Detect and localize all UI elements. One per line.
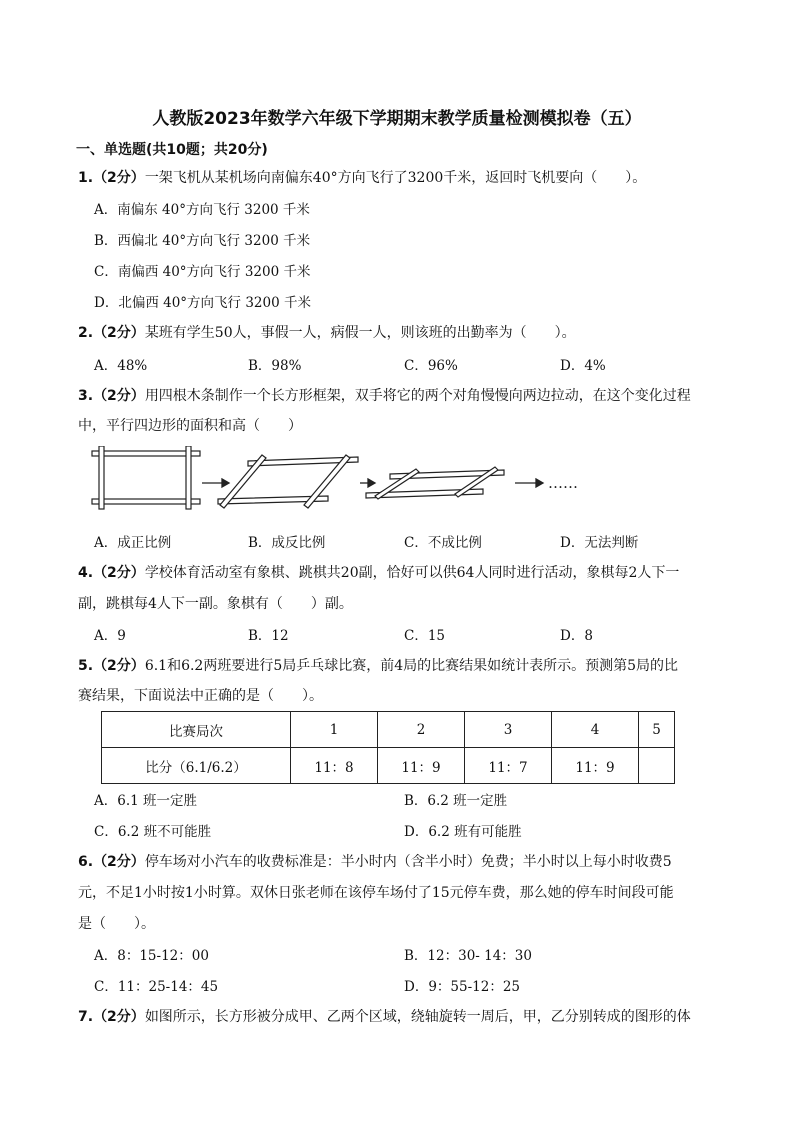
option-a: A．南偏东 40°方向飞行 3200 千米 [94,202,310,218]
frame1-right-bar [186,446,191,509]
option-b: B．6.2 班一定胜 [404,793,508,809]
option-a: A．6.1 班一定胜 [94,793,198,809]
question-number: 3. [78,388,94,404]
question-1 [78,167,646,187]
table-cell: 11：7 [465,748,552,784]
question-number: 2. [78,325,94,341]
question-text: 如图所示，长方形被分成甲、乙两个区域，绕轴旋转一周后，甲，乙分别转成的图形的体 [144,1009,691,1025]
question-text: 学校体育活动室有象棋、跳棋共20副，恰好可以供64人同时进行活动，象棋每2人下一 [144,565,680,581]
option-b: B．12：30- 14：30 [404,948,532,964]
section-heading: 一、单选题(共10题；共20分) [76,142,268,158]
question-text: 一架飞机从某机场向南偏东40°方向飞行了3200千米，返回时飞机要向（ ）。 [144,170,647,186]
arrow-3 [536,479,543,487]
option-d: D．北偏西 40°方向飞行 3200 千米 [94,295,311,311]
question-number: 5. [78,658,94,674]
option-a: A．8：15-12：00 [94,948,209,964]
frame1-top-bar [92,451,200,456]
question-score: （2分） [93,325,145,341]
question-text: 6.1和6.2两班要进行5局乒乓球比赛，前4局的比赛结果如统计表所示。预测第5局的比 [144,658,679,674]
question-number: 6. [78,854,94,870]
table-cell: 比分（6.1/6.2） [102,748,291,784]
option-a: A．成正比例 [94,535,172,551]
table-row [102,748,675,784]
question-score: （2分） [93,658,145,674]
option-a: A．48% [94,358,148,374]
question-score: （2分） [93,388,145,404]
table-cell: 2 [378,712,465,748]
question-4 [78,562,679,582]
page-title: 人教版2023年数学六年级下学期期末教学质量检测模拟卷（五） [152,109,642,129]
question-score: （2分） [93,854,145,870]
arrow-1 [222,479,229,487]
option-c: C．96% [404,358,458,374]
option-c: C．不成比例 [404,535,482,551]
table-cell [639,748,675,784]
table-cell: 比赛局次 [102,712,291,748]
option-b: B．西偏北 40°方向飞行 3200 千米 [94,233,311,249]
option-b: B．98% [248,358,302,374]
question-score: （2分） [93,1009,145,1025]
table-cell: 1 [291,712,378,748]
frame1-left-bar [99,446,104,509]
arrow-2 [368,479,375,487]
option-b: B．12 [248,628,289,644]
match-score-table [101,711,675,784]
option-d: D．6.2 班有可能胜 [404,824,522,840]
question-2 [78,322,576,342]
table-cell: 11：8 [291,748,378,784]
option-d: D．8 [560,628,593,644]
question-text-line: 是（ ）。 [78,916,155,932]
question-number: 4. [78,565,94,581]
question-text: 用四根木条制作一个长方形框架，双手将它的两个对角慢慢向两边拉动，在这个变化过程 [144,388,691,404]
frame-deformation-figure [90,446,600,514]
question-text-line: 中，平行四边形的面积和高（ ） [78,418,302,434]
question-text-line: 赛结果，下面说法中正确的是（ ）。 [78,688,323,704]
option-c: C．6.2 班不可能胜 [94,824,212,840]
question-score: （2分） [93,565,145,581]
table-cell: 4 [552,712,639,748]
table-cell: 3 [465,712,552,748]
table-header-row [102,712,675,748]
option-d: D．9：55-12：25 [404,979,521,995]
question-text-line: 副，跳棋每4人下一副。象棋有（ ）副。 [78,596,353,612]
question-7 [78,1006,691,1026]
question-number: 1. [78,170,94,186]
ellipsis: …… [548,474,578,492]
table-cell: 5 [639,712,675,748]
option-a: A．9 [94,628,126,644]
question-text: 某班有学生50人，事假一人，病假一人，则该班的出勤率为（ ）。 [144,325,576,341]
question-text: 停车场对小汽车的收费标准是：半小时内（含半小时）免费；半小时以上每小时收费5 [144,854,672,870]
question-text-line: 元，不足1小时按1小时算。双休日张老师在该停车场付了15元停车费，那么她的停车时间段可能 [78,885,674,901]
question-score: （2分） [93,170,145,186]
table-cell: 11：9 [378,748,465,784]
table-cell: 11：9 [552,748,639,784]
option-c: C．11：25-14：45 [94,979,219,995]
option-d: D．无法判断 [560,535,639,551]
option-d: D．4% [560,358,606,374]
option-c: C．南偏西 40°方向飞行 3200 千米 [94,264,311,280]
question-5 [78,655,678,675]
question-number: 7. [78,1009,94,1025]
frame1-bottom-bar [92,499,200,504]
option-b: B．成反比例 [248,535,326,551]
question-3 [78,385,691,405]
option-c: C．15 [404,628,446,644]
question-6 [78,851,672,871]
